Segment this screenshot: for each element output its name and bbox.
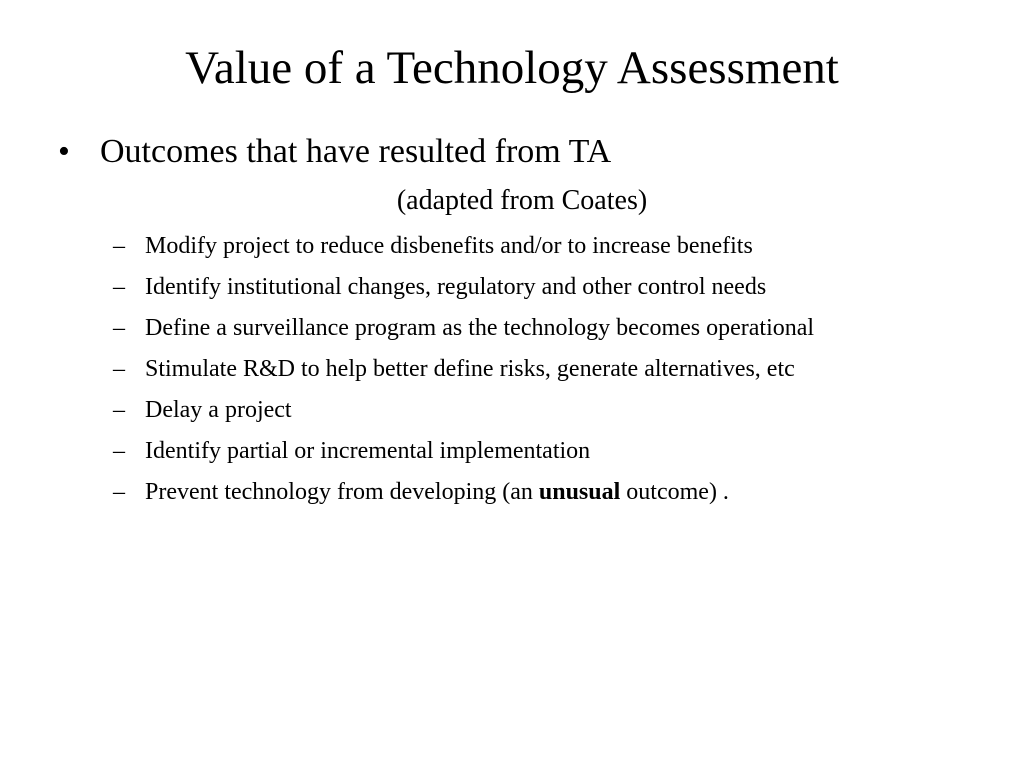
main-bullet xyxy=(58,130,611,174)
dash-symbol: – xyxy=(113,438,125,464)
dash-symbol: – xyxy=(113,274,125,300)
dash-symbol: – xyxy=(113,233,125,259)
sub-bullet-text: Identify institutional changes, regulatory and other control needs xyxy=(145,274,767,300)
sub-bullet-item xyxy=(113,434,814,475)
sub-bullet-list xyxy=(113,229,814,516)
dash-symbol: – xyxy=(113,315,125,341)
sub-bullet-item xyxy=(113,229,814,270)
sub-bullet-text-before: Prevent technology from developing (an xyxy=(145,479,539,505)
sub-bullet-item xyxy=(113,393,814,434)
sub-bullet-text: Delay a project xyxy=(145,397,292,423)
sub-bullet-text: Define a surveillance program as the technology becomes operational xyxy=(145,315,815,341)
sub-bullet-text: Identify partial or incremental implementation xyxy=(145,438,591,464)
sub-bullet-text: Modify project to reduce disbenefits and/or to increase benefits xyxy=(145,233,753,259)
slide-title: Value of a Technology Assessment xyxy=(185,42,839,94)
sub-bullet-item xyxy=(113,475,814,516)
dash-symbol: – xyxy=(113,356,125,382)
sub-bullet-item xyxy=(113,352,814,393)
main-bullet-text: Outcomes that have resulted from TA xyxy=(100,133,612,170)
sub-bullet-text: Stimulate R&D to help better define risks, generate alternatives, etc xyxy=(145,356,795,382)
bullet-symbol: • xyxy=(58,133,70,170)
dash-symbol: – xyxy=(113,479,125,505)
sub-bullet-text-after: outcome) . xyxy=(620,479,729,505)
dash-symbol: – xyxy=(113,397,125,423)
emphasis-text: unusual xyxy=(538,479,621,505)
sub-bullet-item xyxy=(113,270,814,311)
source-note: (adapted from Coates) xyxy=(396,185,648,216)
sub-bullet-item xyxy=(113,311,814,352)
